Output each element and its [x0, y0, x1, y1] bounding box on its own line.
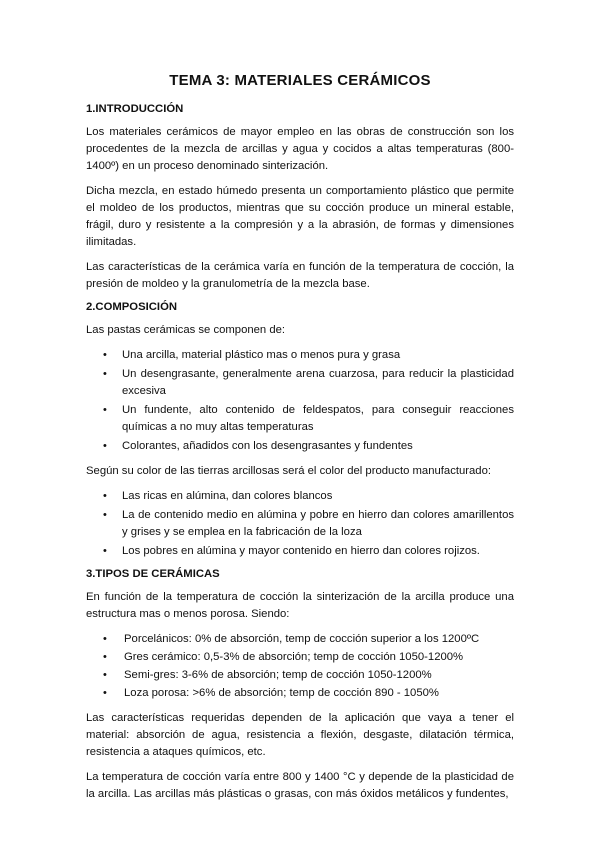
- list-item-text: Un fundente, alto contenido de feldespatos, para conseguir reacciones químicas a no muy altas temperaturas: [122, 404, 514, 433]
- list-item-text: Loza porosa: >6% de absorción; temp de cocción 890 - 1050%: [124, 687, 439, 699]
- list-item: [86, 488, 514, 505]
- list-item: [86, 402, 514, 436]
- bullet-icon: •: [103, 490, 107, 502]
- bullet-icon: •: [103, 651, 107, 663]
- bullet-icon: •: [103, 440, 107, 452]
- bullet-icon: •: [103, 669, 107, 681]
- list-item: [86, 366, 514, 400]
- bullet-list-tipos: [86, 631, 514, 702]
- section-heading-tipos-de-ceramicas: 3.TIPOS DE CERÁMICAS: [86, 568, 220, 580]
- list-item: [86, 667, 514, 684]
- list-item: [86, 543, 514, 560]
- list-item-text: Colorantes, añadidos con los desengrasantes y fundentes: [122, 440, 413, 452]
- paragraph: Las características requeridas dependen de la aplicación que vaya a tener el material: absorción de agua, resistencia a flexión, desgaste, dilatación térmica, resistencia a ataques químicos, etc.: [86, 712, 514, 758]
- list-item: [86, 631, 514, 648]
- paragraph: Según su color de las tierras arcillosas será el color del producto manufacturado:: [86, 465, 492, 477]
- bullet-icon: •: [103, 349, 107, 361]
- paragraph: La temperatura de cocción varía entre 800 y 1400 °C y depende de la plasticidad de la arcilla. Las arcillas más plásticas o grasas, con más óxidos metálicos y fundentes,: [86, 771, 514, 800]
- bullet-icon: •: [103, 545, 107, 557]
- list-item-text: Los pobres en alúmina y mayor contenido en hierro dan colores rojizos.: [122, 545, 480, 557]
- list-item-text: Las ricas en alúmina, dan colores blancos: [122, 490, 333, 502]
- paragraph: Las pastas cerámicas se componen de:: [86, 324, 286, 336]
- list-item-text: La de contenido medio en alúmina y pobre en hierro dan colores amarillentos y grises y se emplea en la fabricación de la loza: [122, 509, 514, 538]
- page-title: TEMA 3: MATERIALES CERÁMICOS: [169, 72, 431, 89]
- list-item: [86, 507, 514, 541]
- list-item-text: Un desengrasante, generalmente arena cuarzosa, para reducir la plasticidad excesiva: [122, 368, 514, 397]
- list-item: [86, 649, 514, 666]
- bullet-icon: •: [103, 687, 107, 699]
- bullet-icon: •: [103, 509, 107, 521]
- bullet-icon: •: [103, 368, 107, 380]
- list-item: [86, 685, 514, 702]
- bullet-list-componentes: [86, 347, 514, 455]
- list-item-text: Una arcilla, material plástico mas o menos pura y grasa: [122, 349, 401, 361]
- list-item-text: Porcelánicos: 0% de absorción, temp de cocción superior a los 1200ºC: [124, 633, 480, 645]
- list-item-text: Semi-gres: 3-6% de absorción; temp de cocción 1050-1200%: [124, 669, 432, 681]
- paragraph: Dicha mezcla, en estado húmedo presenta un comportamiento plástico que permite el moldeo de los productos, mientras que su cocción produce un mineral estable, frágil, duro y resistente a la compresión y a la abrasión, de formas y dimensiones ilimitadas.: [86, 185, 514, 248]
- section-heading-composicion: 2.COMPOSICIÓN: [86, 301, 178, 313]
- paragraph: Los materiales cerámicos de mayor empleo en las obras de construcción son los procedentes de la mezcla de arcillas y agua y cocidos a altas temperaturas (800-1400º) en un proceso denominado sinterización.: [86, 126, 514, 172]
- list-item: [86, 347, 514, 364]
- paragraph: Las características de la cerámica varía en función de la temperatura de cocción, la presión de moldeo y la granulometría de la mezcla base.: [86, 261, 514, 290]
- bullet-icon: •: [103, 404, 107, 416]
- list-item: [86, 438, 514, 455]
- bullet-list-colores: [86, 488, 514, 560]
- section-heading-introduccion: 1.INTRODUCCIÓN: [86, 103, 184, 115]
- paragraph: En función de la temperatura de cocción la sinterización de la arcilla produce una estructura mas o menos porosa. Siendo:: [86, 591, 514, 620]
- list-item-text: Gres cerámico: 0,5-3% de absorción; temp de cocción 1050-1200%: [124, 651, 464, 663]
- bullet-icon: •: [103, 633, 107, 645]
